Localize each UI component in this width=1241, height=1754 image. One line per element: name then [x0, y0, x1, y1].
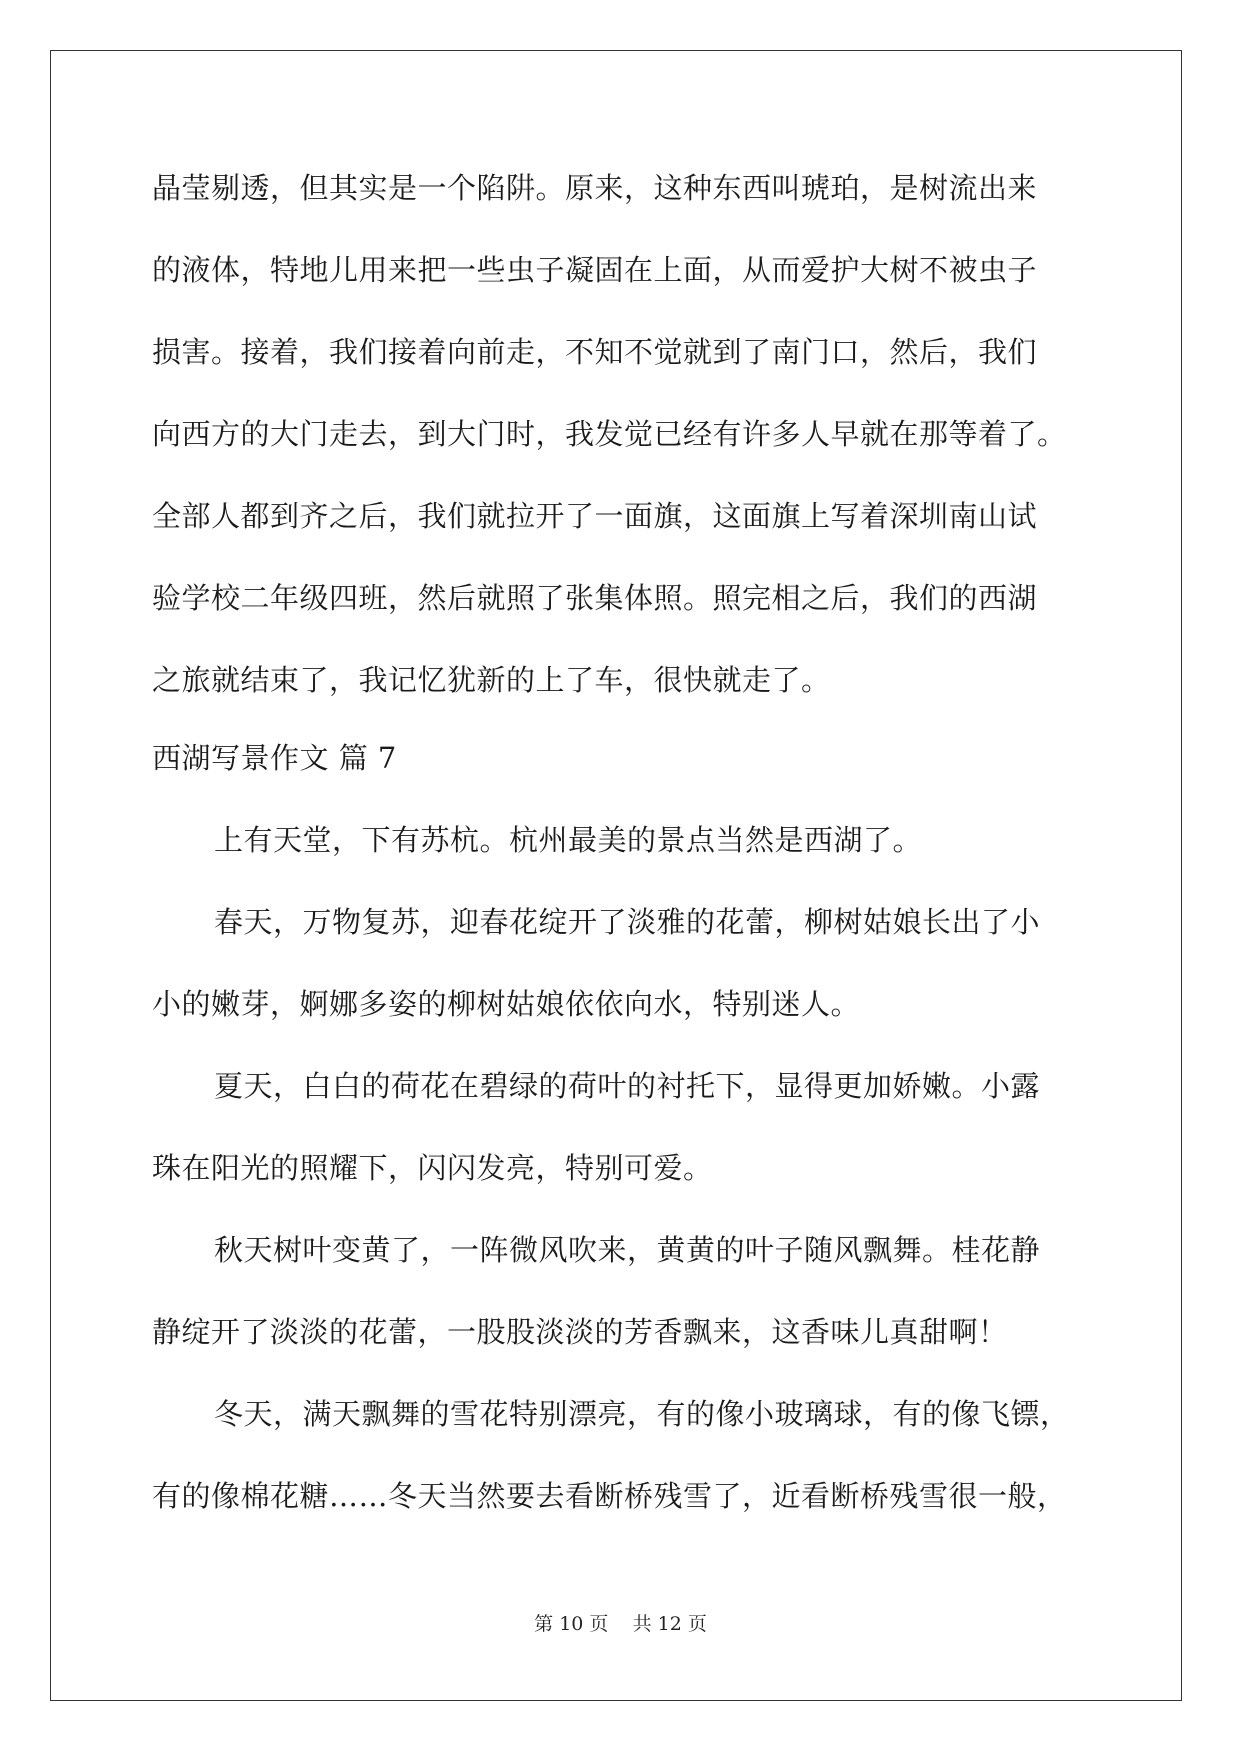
text-line: 损害。接着，我们接着向前走，不知不觉就到了南门口，然后，我们: [152, 335, 1038, 369]
text-line: 晶莹剔透，但其实是一个陷阱。原来，这种东西叫琥珀，是树流出来: [152, 171, 1038, 205]
section-heading: 西湖写景作文 篇 7: [152, 741, 397, 775]
text-line: 有的像棉花糖……冬天当然要去看断桥残雪了，近看断桥残雪很一般，: [152, 1479, 1067, 1513]
paragraph-start: 冬天，满天飘舞的雪花特别漂亮，有的像小玻璃球，有的像飞镖，: [214, 1397, 1070, 1431]
text-line: 的液体，特地儿用来把一些虫子凝固在上面，从而爱护大树不被虫子: [152, 253, 1038, 287]
paragraph-start: 夏天，白白的荷花在碧绿的荷叶的衬托下，显得更加娇嫩。小露: [214, 1069, 1041, 1103]
text-line: 向西方的大门走去，到大门时，我发觉已经有许多人早就在那等着了。: [152, 417, 1067, 451]
text-line: 之旅就结束了，我记忆犹新的上了车，很快就走了。: [152, 663, 831, 697]
text-line: 全部人都到齐之后，我们就拉开了一面旗，这面旗上写着深圳南山试: [152, 499, 1038, 533]
page-number: 第 10 页 共 12 页: [534, 1613, 707, 1635]
paragraph-start: 上有天堂，下有苏杭。杭州最美的景点当然是西湖了。: [214, 823, 923, 857]
text-line: 静绽开了淡淡的花蕾，一股股淡淡的芳香飘来，这香味儿真甜啊！: [152, 1315, 1008, 1349]
text-line: 珠在阳光的照耀下，闪闪发亮，特别可爱。: [152, 1151, 713, 1185]
page-footer: [0, 1612, 1241, 1636]
paragraph-start: 春天，万物复苏，迎春花绽开了淡雅的花蕾，柳树姑娘长出了小: [214, 905, 1041, 939]
paragraph-start: 秋天树叶变黄了，一阵微风吹来，黄黄的叶子随风飘舞。桂花静: [214, 1233, 1041, 1267]
page-border: [50, 50, 1182, 1701]
text-line: 验学校二年级四班，然后就照了张集体照。照完相之后，我们的西湖: [152, 581, 1038, 615]
text-line: 小的嫩芽，婀娜多姿的柳树姑娘依依向水，特别迷人。: [152, 987, 861, 1021]
